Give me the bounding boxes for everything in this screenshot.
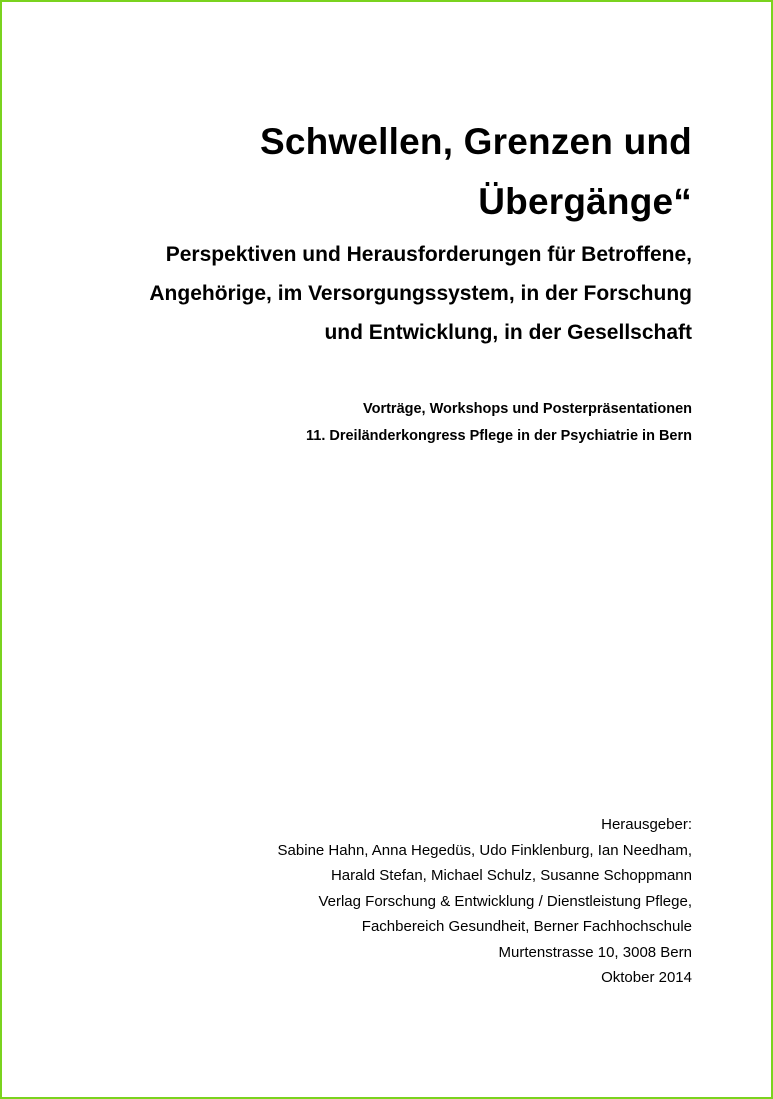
publisher-address: Murtenstrasse 10, 3008 Bern <box>498 943 692 961</box>
editors-line-1: Sabine Hahn, Anna Hegedüs, Udo Finklenburg, Ian Needham, <box>277 841 692 859</box>
document-title <box>82 112 692 232</box>
publication-date: Oktober 2014 <box>601 969 692 986</box>
publisher-line-2: Fachbereich Gesundheit, Berner Fachhochschule <box>361 918 692 935</box>
event-info <box>82 396 692 450</box>
publisher-block <box>82 812 692 991</box>
subtitle-line-1: Perspektiven und Herausforderungen für Betroffene, <box>165 243 692 266</box>
subtitle-line-3: und Entwicklung, in der Gesellschaft <box>324 321 692 344</box>
document-subtitle <box>82 235 692 352</box>
publisher-label: Herausgeber: <box>601 816 692 833</box>
publisher-line-1: Verlag Forschung & Entwicklung / Dienstleistung Pflege, <box>318 892 692 910</box>
subtitle-line-2: Angehörige, im Versorgungssystem, in der Forschung <box>149 282 692 305</box>
title-line-1: Schwellen, Grenzen und <box>259 121 692 162</box>
event-line-2: 11. Dreiländerkongress Pflege in der Psychiatrie in Bern <box>305 428 692 444</box>
editors-line-2: Harald Stefan, Michael Schulz, Susanne Schoppmann <box>330 867 692 884</box>
title-line-2: Übergänge“ <box>478 181 692 222</box>
event-line-1: Vorträge, Workshops und Posterpräsentationen <box>363 401 692 417</box>
